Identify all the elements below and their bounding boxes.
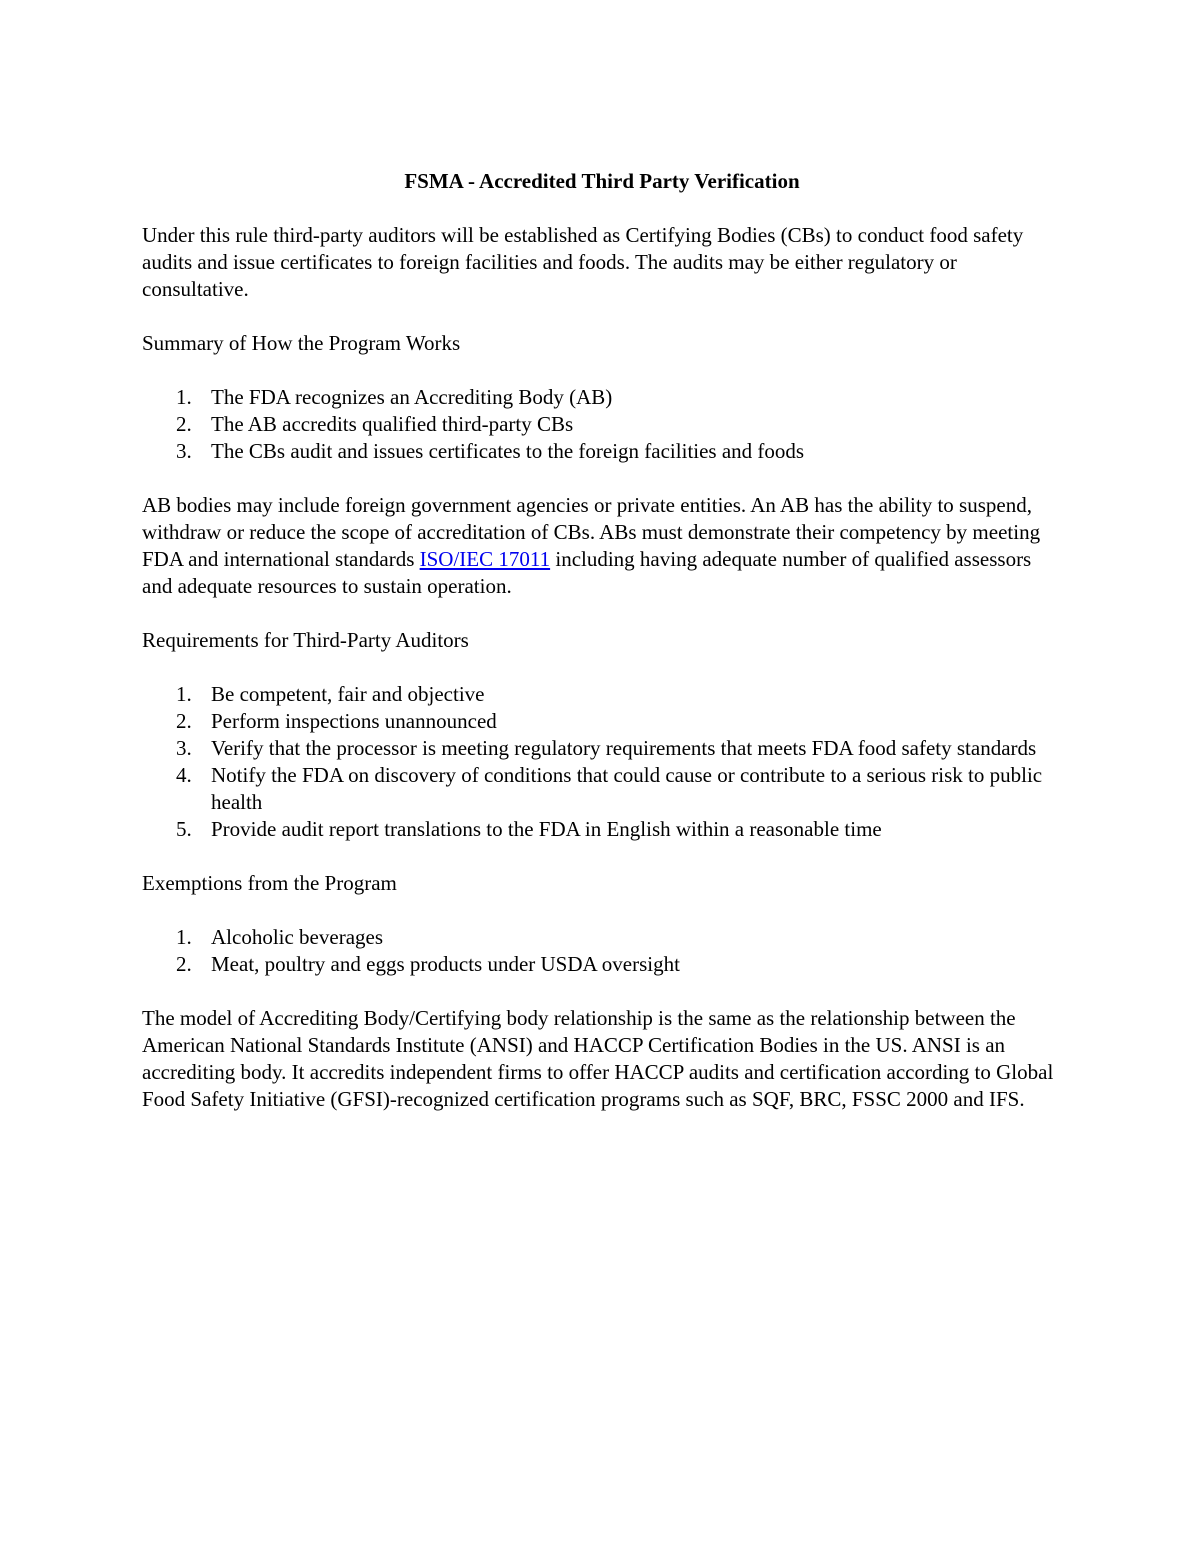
- list-item: [142, 951, 1062, 978]
- list-item-text: Provide audit report translations to the FDA in English within a reasonable time: [211, 817, 882, 841]
- iso-iec-17011-link[interactable]: ISO/IEC 17011: [419, 547, 551, 571]
- list-number: 5.: [176, 817, 192, 841]
- list-item-text: The FDA recognizes an Accrediting Body (AB): [211, 385, 613, 409]
- list-number: 1.: [176, 925, 192, 949]
- exemptions-heading: Exemptions from the Program: [142, 871, 397, 895]
- list-number: 1.: [176, 682, 192, 706]
- document-page: [142, 168, 1062, 1140]
- requirements-heading: Requirements for Third-Party Auditors: [142, 628, 469, 652]
- list-item-text: Verify that the processor is meeting regulatory requirements that meets FDA food safety standards: [211, 736, 1037, 760]
- list-item: [142, 438, 1062, 465]
- list-item-text: Be competent, fair and objective: [211, 682, 485, 706]
- requirements-list: [142, 681, 1062, 843]
- list-number: 2.: [176, 709, 192, 733]
- intro-paragraph: Under this rule third-party auditors will be established as Certifying Bodies (CBs) to conduct food safety audits and issue certificates to foreign facilities and foods. The audits may be either regulatory or consultative.: [142, 223, 1024, 301]
- list-number: 3.: [176, 439, 192, 463]
- list-item-text: Meat, poultry and eggs products under USDA oversight: [211, 952, 680, 976]
- list-item-text: The AB accredits qualified third-party CBs: [211, 412, 574, 436]
- list-item-text: The CBs audit and issues certificates to the foreign facilities and foods: [211, 439, 805, 463]
- summary-list: [142, 384, 1062, 465]
- list-item-text: Perform inspections unannounced: [211, 709, 497, 733]
- list-item: [142, 762, 1062, 816]
- ab-text-start: AB bodies may include foreign government agencies or private entities. An AB has the ability to suspend, withdraw or reduce the scope of accreditation of CBs. ABs must demonstrate their competency by meeting FDA and international standards: [142, 493, 1041, 571]
- list-item-text: Alcoholic beverages: [211, 925, 384, 949]
- list-item: [142, 924, 1062, 951]
- list-number: 2.: [176, 952, 192, 976]
- list-item-text: Notify the FDA on discovery of conditions that could cause or contribute to a serious risk to public health: [211, 763, 1043, 814]
- list-item: [142, 384, 1062, 411]
- list-number: 4.: [176, 763, 192, 787]
- list-number: 2.: [176, 412, 192, 436]
- ab-text-end: including having adequate number of qualified assessors and adequate resources to sustain operation.: [142, 547, 1032, 598]
- list-item: [142, 708, 1062, 735]
- exemptions-list: [142, 924, 1062, 978]
- list-number: 3.: [176, 736, 192, 760]
- list-item: [142, 816, 1062, 843]
- list-item: [142, 411, 1062, 438]
- summary-heading: Summary of How the Program Works: [142, 331, 461, 355]
- list-item: [142, 735, 1062, 762]
- document-title: FSMA - Accredited Third Party Verification: [404, 169, 800, 193]
- list-item: [142, 681, 1062, 708]
- list-number: 1.: [176, 385, 192, 409]
- ab-paragraph: [142, 492, 1062, 600]
- closing-paragraph: The model of Accrediting Body/Certifying body relationship is the same as the relationship between the American National Standards Institute (ANSI) and HACCP Certification Bodies in the US. ANSI is an accrediting body. It accredits independent firms to offer HACCP audits and certification according to Global Food Safety Initiative (GFSI)-recognized certification programs such as SQF, BRC, FSSC 2000 and IFS.: [142, 1006, 1054, 1111]
